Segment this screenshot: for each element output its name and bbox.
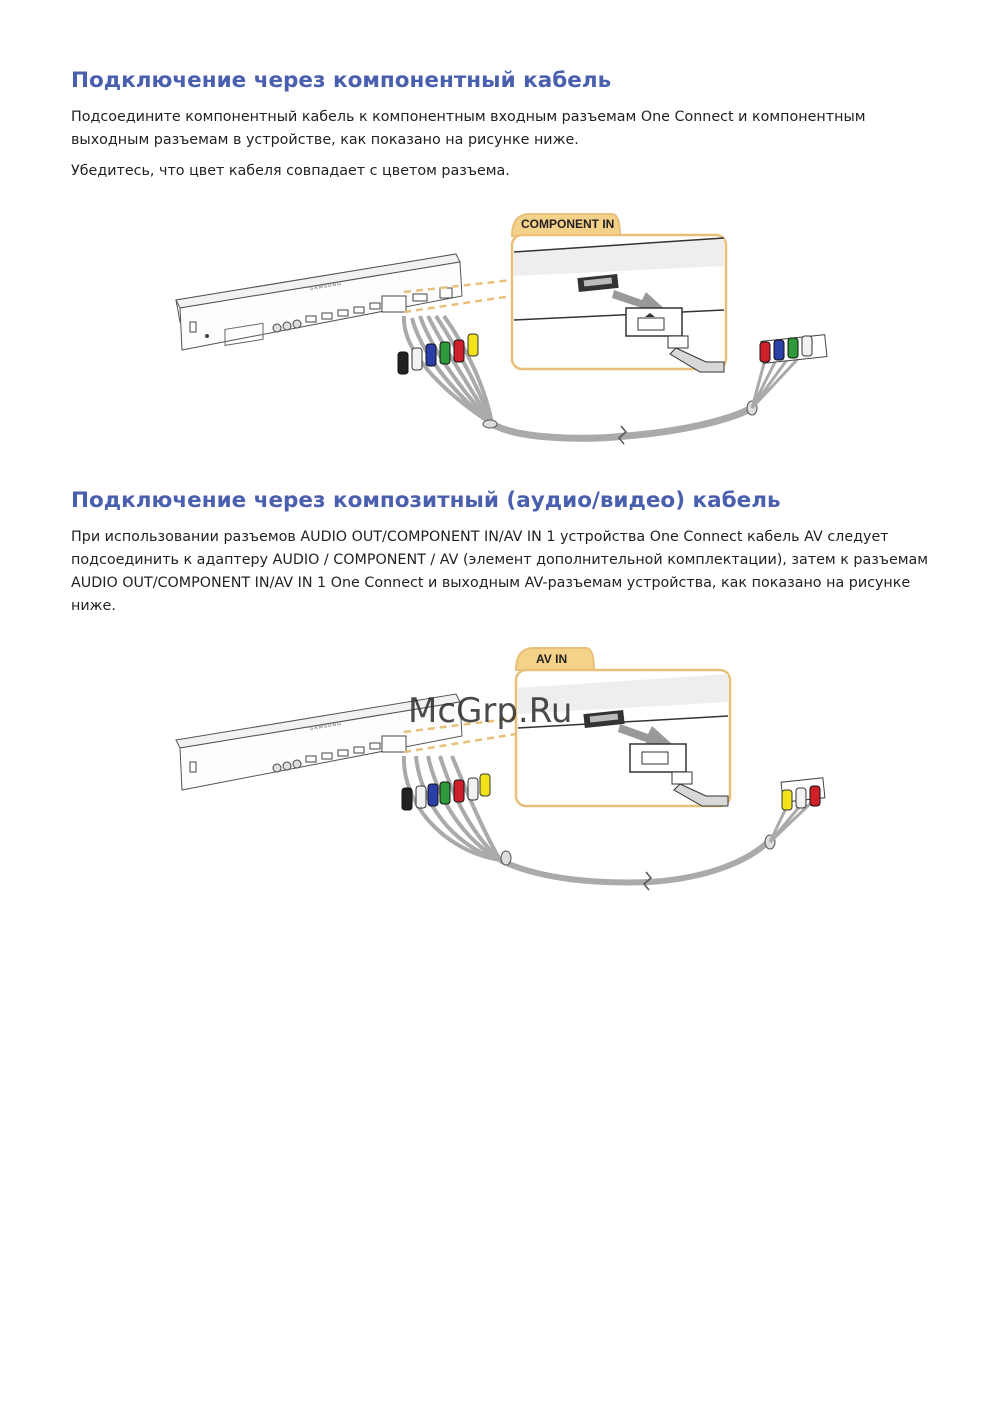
device-brand-label-2: SAMSUNG (309, 720, 343, 732)
composite-diagram (0, 640, 1000, 900)
component-cable-right-plugs (752, 335, 827, 408)
av-in-label: AV IN (536, 652, 568, 666)
section1-paragraph-2: Убедитесь, что цвет кабеля совпадает с цветом разъема. (71, 163, 510, 179)
device-brand-label: SAMSUNG (309, 280, 343, 292)
section2-paragraph-1: При использовании разъемов AUDIO OUT/COMPONENT IN/AV IN 1 устройства One Connect кабель AV следует подсоединить к адаптеру AUDIO / COMPONENT / AV (элемент дополнительной комплектации), затем к разъемам AUDIO OUT/COMPONENT IN/AV IN 1 One Connect и выходным AV-разъемам устройства, как показано на рисунке ниже. (71, 529, 929, 614)
section2-heading: Подключение через композитный (аудио/видео) кабель (71, 488, 781, 513)
component-in-callout (512, 214, 726, 372)
watermark: McGrp.Ru (408, 691, 573, 731)
composite-connection-figure (0, 640, 1000, 900)
component-in-label: COMPONENT IN (521, 217, 615, 231)
component-diagram (0, 200, 1000, 460)
section1-heading: Подключение через компонентный кабель (71, 68, 612, 93)
component-connection-figure (0, 200, 1000, 460)
section1-paragraph-1: Подсоедините компонентный кабель к компонентным входным разъемам One Connect и компонентным выходным разъемам в устройстве, как показано на рисунке ниже. (71, 109, 866, 148)
